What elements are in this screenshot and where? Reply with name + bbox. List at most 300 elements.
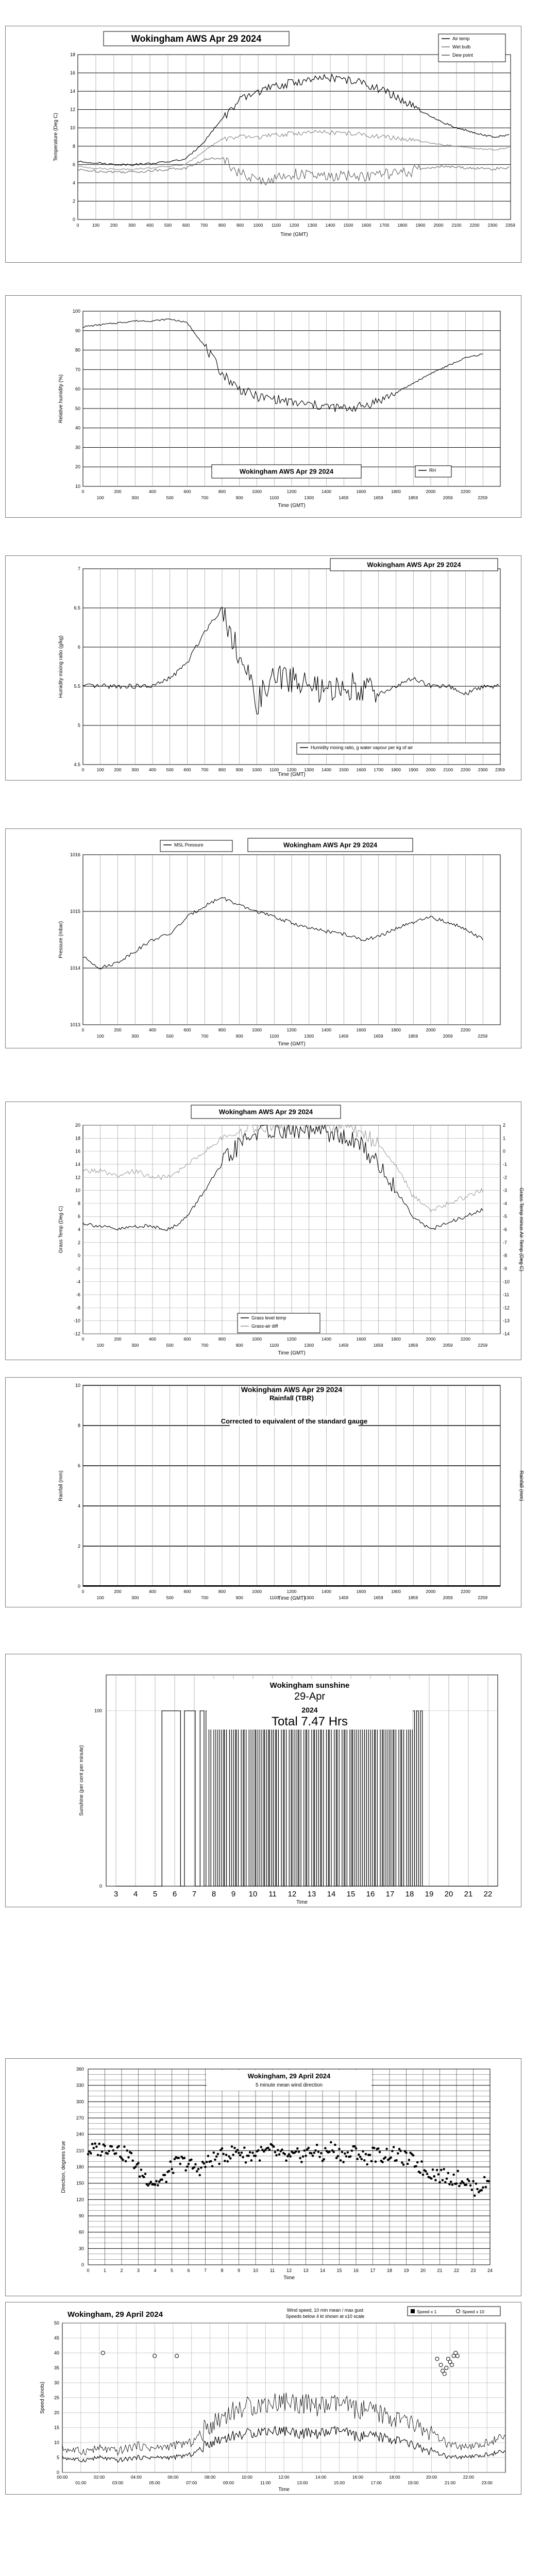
x-tick-label: 500 bbox=[166, 767, 174, 772]
y-tick-label: 90 bbox=[78, 2213, 84, 2218]
direction-point bbox=[289, 2155, 292, 2158]
direction-point bbox=[214, 2159, 216, 2161]
direction-point bbox=[255, 2155, 257, 2157]
direction-point bbox=[432, 2168, 434, 2171]
x-tick-label: 1300 bbox=[304, 767, 314, 772]
x-tick-label: 800 bbox=[218, 1589, 226, 1594]
direction-point bbox=[218, 2163, 221, 2165]
direction-point bbox=[393, 2146, 395, 2148]
direction-point bbox=[93, 2147, 95, 2149]
direction-point bbox=[295, 2150, 297, 2153]
x-tick-label: 500 bbox=[166, 1343, 174, 1348]
direction-point bbox=[134, 2166, 137, 2168]
x-tick-label: 1000 bbox=[252, 489, 262, 494]
chart-subtitle: 5 minute mean wind direction bbox=[255, 2082, 323, 2088]
y-tick-label: 10 bbox=[54, 2440, 59, 2445]
direction-point bbox=[416, 2161, 419, 2164]
x-tick-label: 13:00 bbox=[297, 2480, 308, 2485]
direction-point bbox=[101, 2150, 104, 2153]
x-tick-label: 1459 bbox=[339, 1033, 349, 1039]
x-tick-label: 11 bbox=[268, 1890, 277, 1899]
y2-tick-label: -11 bbox=[503, 1292, 510, 1298]
direction-point bbox=[172, 2172, 175, 2174]
x-tick-label: 0 bbox=[81, 1589, 84, 1594]
x-tick-label: 1100 bbox=[271, 223, 281, 228]
x-tick-label: 18:00 bbox=[389, 2475, 400, 2480]
x-tick-label: 13 bbox=[307, 1890, 316, 1899]
direction-point bbox=[483, 2176, 486, 2179]
y-tick-label: 1013 bbox=[70, 1022, 80, 1027]
x-tick-label: 15 bbox=[346, 1890, 356, 1899]
x-axis-label: Time bbox=[296, 1900, 308, 1905]
x-tick-label: 900 bbox=[235, 1033, 243, 1039]
x-tick-label: 1100 bbox=[269, 1343, 279, 1348]
y-tick-label: 70 bbox=[75, 367, 80, 372]
direction-point bbox=[444, 2181, 447, 2183]
x-tick-label: 4 bbox=[133, 1890, 138, 1899]
x-tick-label: 200 bbox=[114, 1336, 122, 1342]
x-tick-label: 21 bbox=[437, 2268, 443, 2273]
x-tick-label: 9 bbox=[231, 1890, 236, 1899]
x-tick-label: 300 bbox=[131, 1595, 139, 1600]
chart-subtitle: 29-Apr bbox=[294, 1691, 326, 1702]
x-tick-label: 1800 bbox=[391, 1336, 401, 1342]
direction-point bbox=[436, 2169, 438, 2172]
y2-tick-label: -9 bbox=[503, 1266, 508, 1272]
x-tick-label: 10 bbox=[248, 1890, 258, 1899]
direction-point bbox=[104, 2145, 106, 2147]
y-tick-label: 30 bbox=[75, 445, 80, 450]
y-tick-label: 16 bbox=[70, 70, 75, 76]
chart-rainfall bbox=[5, 1377, 524, 1607]
direction-point bbox=[328, 2150, 331, 2153]
x-tick-label: 100 bbox=[96, 767, 104, 772]
direction-point bbox=[190, 2159, 193, 2161]
direction-point bbox=[375, 2160, 377, 2163]
x-tick-label: 1600 bbox=[361, 223, 371, 228]
direction-point bbox=[446, 2177, 448, 2180]
y-tick-label: 18 bbox=[75, 1136, 80, 1141]
direction-point bbox=[358, 2154, 360, 2156]
direction-point bbox=[379, 2151, 381, 2154]
x-tick-label: 1300 bbox=[304, 495, 314, 500]
x-tick-label: 1800 bbox=[391, 489, 401, 494]
legend-label: Speed x 10 bbox=[462, 2309, 485, 2314]
y2-tick-label: -6 bbox=[503, 1227, 508, 1232]
y-tick-label: 40 bbox=[75, 425, 80, 431]
x-tick-label: 700 bbox=[201, 495, 209, 500]
direction-point bbox=[99, 2154, 102, 2157]
y-tick-label: -10 bbox=[73, 1318, 80, 1324]
y-tick-label: 10 bbox=[75, 1383, 80, 1388]
direction-point bbox=[171, 2168, 173, 2171]
direction-point bbox=[236, 2149, 239, 2151]
x-tick-label: 0 bbox=[87, 2268, 90, 2273]
x-tick-label: 01:00 bbox=[75, 2480, 87, 2485]
direction-point bbox=[384, 2156, 387, 2159]
y-tick-label: 10 bbox=[75, 1188, 80, 1193]
x-tick-label: 1300 bbox=[304, 1343, 314, 1348]
direction-point bbox=[231, 2145, 233, 2148]
direction-point bbox=[458, 2185, 461, 2188]
x-tick-label: 500 bbox=[164, 223, 172, 228]
y-tick-label: 8 bbox=[77, 1200, 80, 1206]
direction-point bbox=[485, 2186, 487, 2189]
direction-point bbox=[268, 2148, 271, 2151]
direction-point bbox=[260, 2146, 263, 2148]
y-tick-label: 7 bbox=[77, 566, 80, 571]
y-tick-label: 360 bbox=[76, 2066, 84, 2072]
direction-point bbox=[434, 2179, 437, 2181]
chart-title: Wokingham AWS Apr 29 2024 bbox=[241, 1385, 343, 1394]
direction-point bbox=[168, 2170, 171, 2173]
y-tick-label: 100 bbox=[72, 309, 80, 314]
x-tick-label: 1659 bbox=[373, 1595, 383, 1600]
y-tick-label: 30 bbox=[54, 2380, 59, 2385]
direction-point bbox=[407, 2163, 409, 2165]
direction-point bbox=[225, 2154, 228, 2156]
direction-point bbox=[340, 2159, 342, 2162]
x-tick-label: 1859 bbox=[408, 1033, 418, 1039]
direction-point bbox=[465, 2184, 468, 2187]
y-tick-label: 6 bbox=[77, 1463, 80, 1468]
x-tick-label: 900 bbox=[235, 1595, 243, 1600]
x-tick-label: 200 bbox=[110, 223, 118, 228]
y-tick-label: -6 bbox=[76, 1292, 80, 1298]
x-tick-label: 18 bbox=[386, 2268, 393, 2273]
x-tick-label: 2100 bbox=[443, 767, 453, 772]
direction-point bbox=[365, 2153, 367, 2156]
x-tick-label: 14:00 bbox=[315, 2475, 327, 2480]
x-tick-label: 1000 bbox=[252, 1336, 262, 1342]
x-tick-label: 800 bbox=[218, 767, 226, 772]
chart-note: Speeds below 4 kt shown at x10 scale bbox=[285, 2314, 365, 2319]
direction-point bbox=[259, 2159, 261, 2162]
x-tick-label: 1300 bbox=[304, 1595, 314, 1600]
direction-point bbox=[179, 2163, 182, 2165]
x-tick-label: 1400 bbox=[325, 223, 335, 228]
direction-point bbox=[373, 2147, 376, 2149]
direction-point bbox=[317, 2151, 320, 2154]
x-tick-label: 06:00 bbox=[167, 2475, 179, 2480]
x-tick-label: 05:00 bbox=[149, 2480, 160, 2485]
x-tick-label: 2259 bbox=[478, 1595, 488, 1600]
y-tick-label: -12 bbox=[73, 1331, 80, 1336]
x-axis-label: Time (GMT) bbox=[278, 1350, 306, 1356]
x-tick-label: 700 bbox=[201, 767, 209, 772]
direction-point bbox=[370, 2160, 373, 2163]
y-tick-label: 1014 bbox=[70, 965, 80, 971]
direction-point bbox=[482, 2187, 484, 2189]
x-tick-label: 500 bbox=[166, 1595, 174, 1600]
x-tick-label: 08:00 bbox=[205, 2475, 216, 2480]
chart-title: Wokingham, 29 April 2024 bbox=[247, 2072, 331, 2080]
x-tick-label: 1000 bbox=[252, 1027, 262, 1032]
direction-point bbox=[184, 2169, 187, 2172]
direction-point bbox=[213, 2151, 215, 2154]
y2-tick-label: 2 bbox=[503, 1123, 506, 1128]
y2-tick-label: 1 bbox=[503, 1136, 506, 1141]
chart-subtitle: Rainfall (TBR) bbox=[269, 1394, 314, 1402]
y-tick-label: 18 bbox=[70, 52, 75, 57]
x-tick-label: 100 bbox=[92, 223, 100, 228]
y2-tick-label: -5 bbox=[503, 1214, 508, 1219]
direction-point bbox=[155, 2180, 158, 2182]
direction-point bbox=[186, 2165, 189, 2168]
x-tick-label: 0 bbox=[81, 1336, 84, 1342]
x-tick-label: 900 bbox=[235, 767, 243, 772]
chart-grass-temp bbox=[5, 1101, 524, 1360]
x-tick-label: 1100 bbox=[269, 495, 279, 500]
y-tick-label: 16 bbox=[75, 1148, 80, 1154]
x-tick-label: 03:00 bbox=[112, 2480, 124, 2485]
x-tick-label: 200 bbox=[114, 1027, 122, 1032]
direction-point bbox=[206, 2161, 208, 2163]
y2-tick-label: -8 bbox=[503, 1253, 508, 1259]
direction-point bbox=[425, 2170, 427, 2173]
x-tick-label: 300 bbox=[131, 1033, 139, 1039]
chart-mixing-ratio bbox=[5, 555, 521, 781]
x-tick-label: 5 bbox=[170, 2268, 174, 2273]
y-tick-label: 12 bbox=[75, 1175, 80, 1180]
direction-point bbox=[377, 2147, 380, 2150]
direction-point bbox=[385, 2148, 388, 2150]
x-tick-label: 1300 bbox=[307, 223, 317, 228]
direction-point bbox=[123, 2146, 126, 2148]
x-tick-label: 12 bbox=[286, 2268, 292, 2273]
y-tick-label: 270 bbox=[76, 2115, 84, 2121]
x-tick-label: 21:00 bbox=[444, 2480, 456, 2485]
direction-point bbox=[438, 2181, 441, 2183]
direction-point bbox=[241, 2151, 243, 2154]
direction-point bbox=[332, 2151, 335, 2154]
x-tick-label: 11:00 bbox=[260, 2480, 271, 2485]
direction-point bbox=[250, 2159, 253, 2162]
direction-point bbox=[320, 2152, 323, 2155]
chart-title: Wokingham AWS Apr 29 2024 bbox=[131, 33, 262, 44]
y-tick-label: 100 bbox=[94, 1708, 102, 1714]
direction-point bbox=[130, 2152, 133, 2155]
x-tick-label: 1500 bbox=[343, 223, 353, 228]
chart-year: 2024 bbox=[301, 1706, 318, 1714]
y2-tick-label: -2 bbox=[503, 1175, 508, 1180]
chart-relative-humidity bbox=[5, 295, 521, 518]
direction-point bbox=[193, 2166, 196, 2168]
x-tick-label: 100 bbox=[96, 1595, 104, 1600]
x-tick-label: 1300 bbox=[304, 1033, 314, 1039]
direction-point bbox=[359, 2156, 362, 2158]
direction-point bbox=[298, 2150, 300, 2153]
y-tick-label: 45 bbox=[54, 2335, 59, 2341]
x-tick-label: 1200 bbox=[286, 767, 297, 772]
x-tick-label: 400 bbox=[148, 489, 157, 494]
direction-point bbox=[395, 2159, 398, 2162]
y-tick-label: 30 bbox=[78, 2246, 84, 2251]
x-tick-label: 2059 bbox=[443, 495, 453, 500]
x-tick-label: 10:00 bbox=[241, 2475, 252, 2480]
chart-wind-speed-svg bbox=[6, 2302, 521, 2494]
x-tick-label: 600 bbox=[183, 767, 191, 772]
x-tick-label: 00:00 bbox=[57, 2475, 68, 2480]
direction-point bbox=[249, 2151, 251, 2154]
x-tick-label: 1700 bbox=[379, 223, 390, 228]
y-tick-label: 4 bbox=[72, 180, 75, 185]
x-tick-label: 04:00 bbox=[130, 2475, 142, 2480]
direction-point bbox=[267, 2147, 269, 2149]
x-tick-label: 300 bbox=[131, 767, 139, 772]
y2-tick-label: -1 bbox=[503, 1161, 508, 1167]
y-tick-label: 50 bbox=[75, 405, 80, 411]
direction-point bbox=[310, 2152, 313, 2155]
y-tick-label: 180 bbox=[76, 2164, 84, 2170]
x-axis-label: Time (GMT) bbox=[278, 1596, 306, 1601]
direction-point bbox=[108, 2150, 110, 2153]
x-tick-label: 1400 bbox=[322, 1336, 331, 1342]
direction-point bbox=[91, 2143, 94, 2145]
x-tick-label: 1859 bbox=[408, 1343, 418, 1348]
direction-point bbox=[144, 2173, 147, 2175]
direction-point bbox=[197, 2168, 200, 2171]
x-tick-label: 400 bbox=[148, 767, 157, 772]
y-tick-label: 15 bbox=[54, 2425, 59, 2430]
direction-point bbox=[150, 2181, 153, 2183]
x-tick-label: 700 bbox=[200, 223, 208, 228]
x-tick-label: 1200 bbox=[286, 1336, 297, 1342]
direction-point bbox=[351, 2149, 353, 2152]
y2-tick-label: -14 bbox=[503, 1331, 510, 1336]
y-tick-label: 1016 bbox=[70, 852, 80, 857]
chart-title: Wokingham sunshine bbox=[269, 1681, 350, 1690]
x-tick-label: 1000 bbox=[253, 223, 263, 228]
y-tick-label: 0 bbox=[56, 2470, 59, 2475]
y-axis-label: Direction, degrees true bbox=[61, 2141, 66, 2193]
x-tick-label: 2200 bbox=[461, 489, 470, 494]
x-tick-label: 600 bbox=[183, 1027, 191, 1032]
direction-point bbox=[430, 2177, 433, 2180]
x-tick-label: 2359 bbox=[495, 767, 505, 772]
direction-point bbox=[228, 2155, 230, 2158]
chart-title: Wokingham AWS Apr 29 2024 bbox=[218, 1108, 313, 1116]
y-tick-label: 2 bbox=[77, 1544, 80, 1549]
x-tick-label: 12 bbox=[288, 1890, 297, 1899]
direction-point bbox=[112, 2149, 115, 2152]
x-tick-label: 24 bbox=[487, 2268, 493, 2273]
legend-label: RH bbox=[429, 468, 436, 473]
direction-point bbox=[448, 2183, 451, 2185]
y-axis-label: Humidity mixing ratio (g/kg) bbox=[58, 635, 64, 698]
x-tick-label: 2200 bbox=[469, 223, 480, 228]
x-tick-label: 2059 bbox=[443, 1343, 453, 1348]
direction-point bbox=[422, 2174, 425, 2176]
y-axis-label: Rainfall (mm) bbox=[58, 1470, 64, 1501]
direction-point bbox=[443, 2168, 445, 2171]
x-tick-label: 200 bbox=[114, 767, 122, 772]
direction-point bbox=[472, 2180, 475, 2182]
x-tick-label: 1200 bbox=[286, 1589, 297, 1594]
x-tick-label: 8 bbox=[211, 1890, 216, 1899]
x-tick-label: 100 bbox=[96, 1033, 104, 1039]
chart-air-temp-svg bbox=[6, 26, 521, 262]
y-tick-label: 1015 bbox=[70, 909, 80, 914]
direction-point bbox=[274, 2151, 277, 2154]
direction-point bbox=[111, 2145, 113, 2148]
x-tick-label: 300 bbox=[131, 1343, 139, 1348]
x-tick-label: 1800 bbox=[391, 1589, 401, 1594]
direction-point bbox=[94, 2142, 96, 2145]
x-tick-label: 600 bbox=[183, 1589, 191, 1594]
direction-point bbox=[450, 2181, 452, 2183]
x-tick-label: 1600 bbox=[356, 767, 366, 772]
y-tick-label: 40 bbox=[54, 2350, 59, 2355]
x-tick-label: 1800 bbox=[397, 223, 408, 228]
y-tick-label: -8 bbox=[76, 1305, 80, 1311]
x-tick-label: 400 bbox=[148, 1589, 157, 1594]
x-tick-label: 1100 bbox=[269, 767, 279, 772]
y-tick-label: 6 bbox=[72, 162, 75, 167]
legend-label: Grass-air diff bbox=[251, 1324, 278, 1329]
x-tick-label: 1400 bbox=[322, 489, 331, 494]
direction-point bbox=[468, 2180, 470, 2182]
x-tick-label: 2000 bbox=[426, 1589, 436, 1594]
x-tick-label: 1100 bbox=[269, 1033, 279, 1039]
direction-point bbox=[211, 2165, 214, 2167]
y-tick-label: -2 bbox=[76, 1266, 80, 1272]
y-tick-label: 120 bbox=[76, 2197, 84, 2202]
direction-point bbox=[469, 2184, 472, 2187]
chart-wind-direction bbox=[5, 2058, 521, 2296]
x-tick-label: 1800 bbox=[391, 767, 401, 772]
legend-swatch bbox=[457, 2310, 460, 2313]
x-tick-label: 1459 bbox=[339, 1595, 349, 1600]
direction-point bbox=[257, 2149, 260, 2152]
direction-point bbox=[412, 2154, 415, 2157]
direction-point bbox=[243, 2146, 246, 2149]
x-tick-label: 1 bbox=[103, 2268, 107, 2273]
direction-point bbox=[361, 2158, 363, 2160]
y-tick-label: 20 bbox=[75, 464, 80, 470]
direction-point bbox=[481, 2189, 483, 2192]
x-tick-label: 22:00 bbox=[463, 2475, 474, 2480]
x-tick-label: 1600 bbox=[356, 489, 366, 494]
x-tick-label: 400 bbox=[148, 1336, 157, 1342]
direction-point bbox=[305, 2155, 307, 2157]
direction-point bbox=[157, 2184, 159, 2187]
direction-point bbox=[117, 2145, 120, 2148]
x-tick-label: 1700 bbox=[374, 767, 384, 772]
direction-point bbox=[224, 2160, 226, 2162]
direction-point bbox=[347, 2151, 349, 2154]
direction-point bbox=[318, 2156, 321, 2158]
y-axis-label: Sunshine (per cent per minute) bbox=[79, 1745, 84, 1816]
direction-point bbox=[251, 2151, 254, 2154]
x-tick-label: 23 bbox=[470, 2268, 476, 2273]
x-tick-label: 13 bbox=[303, 2268, 309, 2273]
direction-point bbox=[362, 2150, 364, 2153]
direction-point bbox=[313, 2151, 316, 2154]
direction-point bbox=[397, 2152, 399, 2155]
x-tick-label: 15:00 bbox=[333, 2480, 345, 2485]
direction-point bbox=[198, 2174, 201, 2177]
direction-point bbox=[355, 2147, 358, 2150]
y-tick-label: 14 bbox=[75, 1161, 80, 1167]
speed-x10-point bbox=[439, 2363, 443, 2367]
y-tick-label: 2 bbox=[72, 198, 75, 204]
x-tick-label: 16 bbox=[353, 2268, 359, 2273]
direction-point bbox=[229, 2157, 232, 2160]
x-tick-label: 1459 bbox=[339, 1343, 349, 1348]
x-tick-label: 2000 bbox=[426, 489, 436, 494]
x-tick-label: 800 bbox=[218, 1336, 226, 1342]
